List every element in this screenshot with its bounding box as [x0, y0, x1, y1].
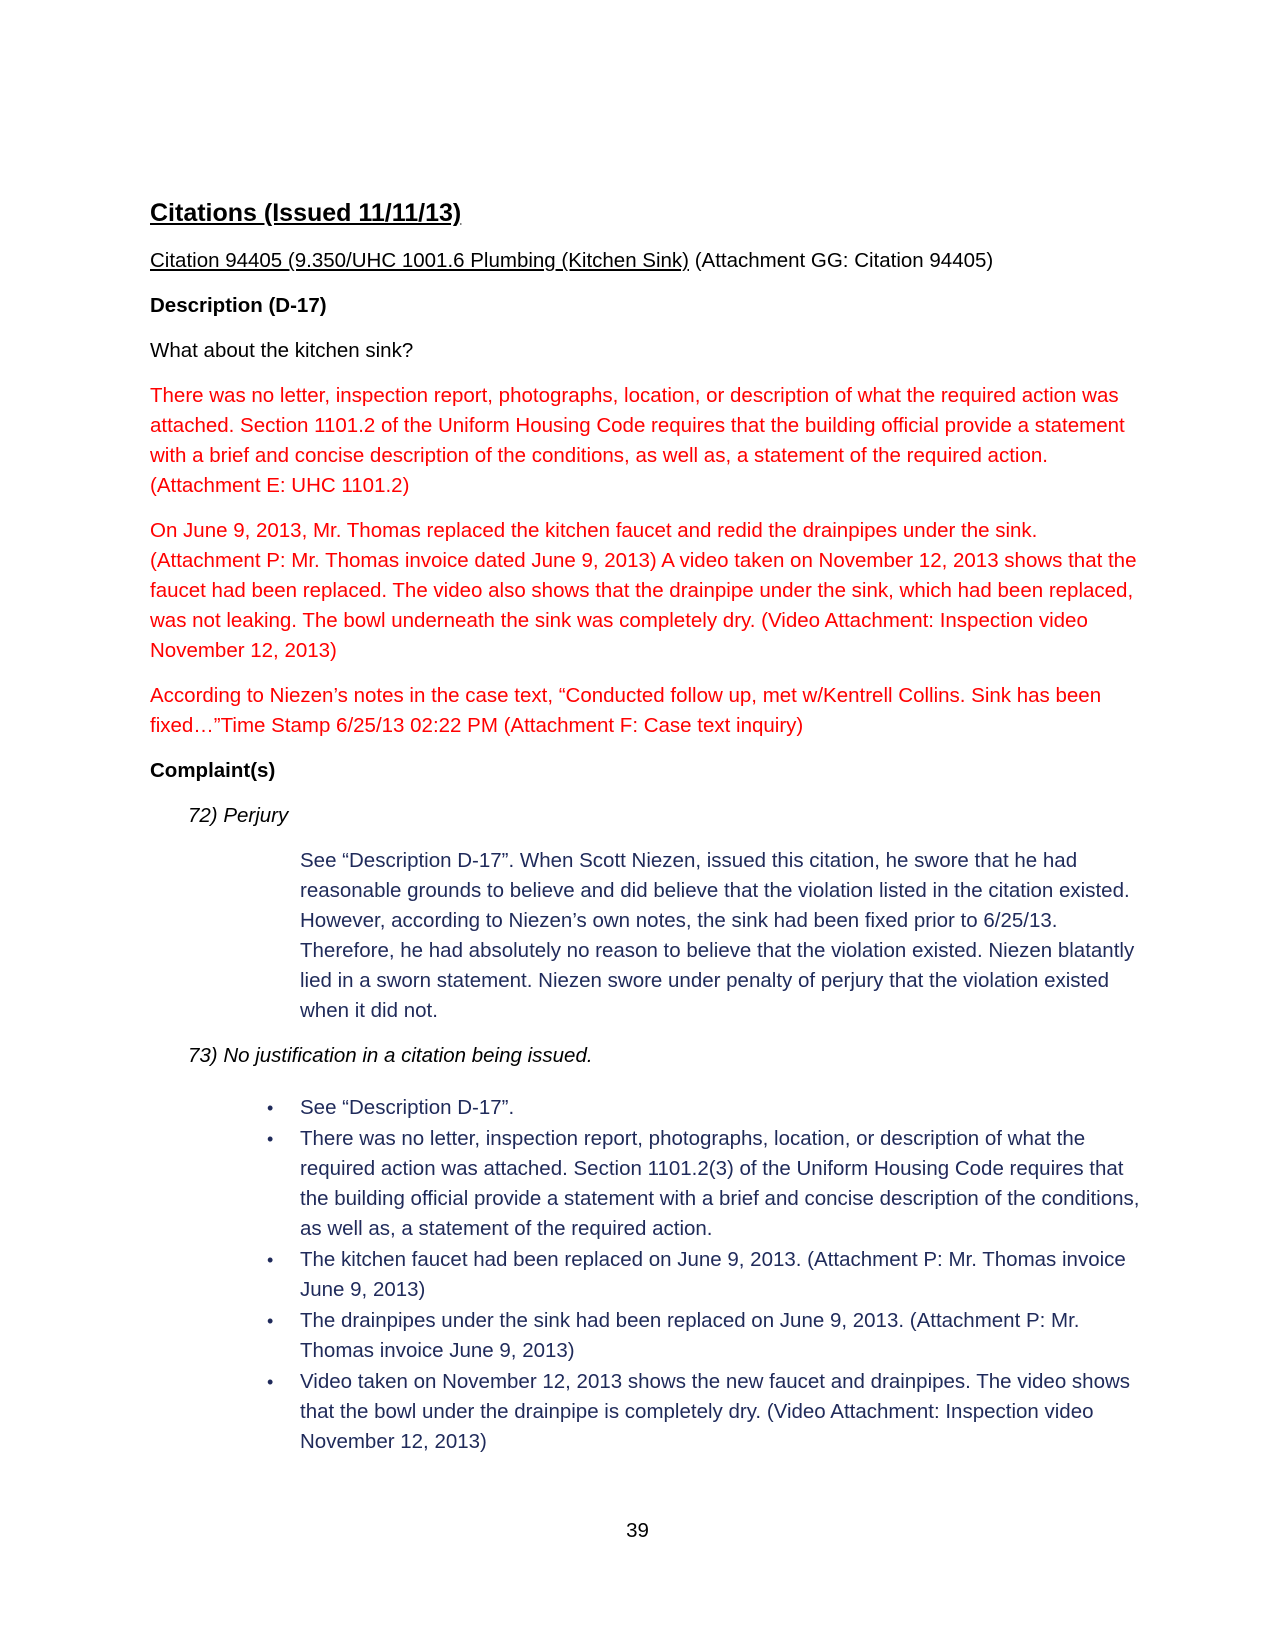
citation-reference: Citation 94405 (9.350/UHC 1001.6 Plumbing (Kitchen Sink) — [150, 249, 689, 272]
complaint-body-perjury: See “Description D-17”. When Scott Niezen, issued this citation, he swore that he had reasonable grounds to believe and did believe that the violation listed in the citation existed. However, according to Niezen’s own notes, the sink had been fixed prior to 6/25/13. Therefore, he had absolutely no reason to believe that the violation existed. Niezen blatantly lied in a sworn statement. Niezen swore under penalty of perjury that the violation existed when it did not. — [300, 849, 1135, 1022]
bullet-icon: • — [267, 1098, 274, 1118]
bullet-icon: • — [267, 1372, 274, 1392]
document-page — [150, 196, 1140, 1458]
list-item-text: Video taken on November 12, 2013 shows the new faucet and drainpipes. The video shows that the bowl under the drainpipe is completely dry. (Video Attachment: Inspection video November 12, 2013) — [300, 1370, 1131, 1453]
bullet-icon: • — [267, 1311, 274, 1331]
bullet-icon: • — [267, 1250, 274, 1270]
complaints-heading: Complaint(s) — [150, 759, 276, 782]
list-item — [267, 1306, 1140, 1366]
list-item — [267, 1124, 1140, 1244]
list-item-text: The kitchen faucet had been replaced on June 9, 2013. (Attachment P: Mr. Thomas invoice June 9, 2013) — [300, 1248, 1126, 1301]
list-item-text: See “Description D-17”. — [300, 1096, 515, 1119]
complaint-heading-no-justification: 73) No justification in a citation being issued. — [188, 1044, 593, 1067]
bullet-icon: • — [267, 1129, 274, 1149]
kitchen-sink-question: What about the kitchen sink? — [150, 339, 414, 362]
list-item — [267, 1245, 1140, 1305]
page-number: 39 — [626, 1519, 649, 1542]
list-item-text: The drainpipes under the sink had been replaced on June 9, 2013. (Attachment P: Mr. Thomas invoice June 9, 2013) — [300, 1309, 1080, 1362]
red-paragraph-missing-documentation: There was no letter, inspection report, photographs, location, or description of what the required action was attached. Section 1101.2 of the Uniform Housing Code requires that the building official provide a statement with a brief and concise description of the conditions, as well as, a statement of the required action. (Attachment E: UHC 1101.2) — [150, 384, 1125, 497]
list-item — [267, 1093, 1140, 1123]
red-paragraph-case-notes: According to Niezen’s notes in the case text, “Conducted follow up, met w/Kentrell Collins. Sink has been fixed…”Time Stamp 6/25/13 02:22 PM (Attachment F: Case text inquiry) — [150, 684, 1102, 737]
list-item-text: There was no letter, inspection report, photographs, location, or description of what the required action was attached. Section 1101.2(3) of the Uniform Housing Code requires that the building official provide a statement with a brief and concise description of the conditions, as well as, a statement of the required action. — [300, 1127, 1140, 1240]
no-justification-bullet-list — [150, 1093, 1140, 1457]
citation-line — [150, 246, 1140, 276]
red-paragraph-faucet-replaced: On June 9, 2013, Mr. Thomas replaced the kitchen faucet and redid the drainpipes under the sink. (Attachment P: Mr. Thomas invoice dated June 9, 2013) A video taken on November 12, 2013 shows that the faucet had been replaced. The video also shows that the drainpipe under the sink, which had been replaced, was not leaking. The bowl underneath the sink was completely dry. (Video Attachment: Inspection video November 12, 2013) — [150, 519, 1137, 662]
complaint-heading-perjury: 72) Perjury — [188, 804, 289, 827]
citation-attachment-note: (Attachment GG: Citation 94405) — [689, 249, 994, 272]
description-heading: Description (D-17) — [150, 294, 327, 317]
section-title: Citations (Issued 11/11/13) — [150, 199, 462, 227]
list-item — [267, 1367, 1140, 1457]
